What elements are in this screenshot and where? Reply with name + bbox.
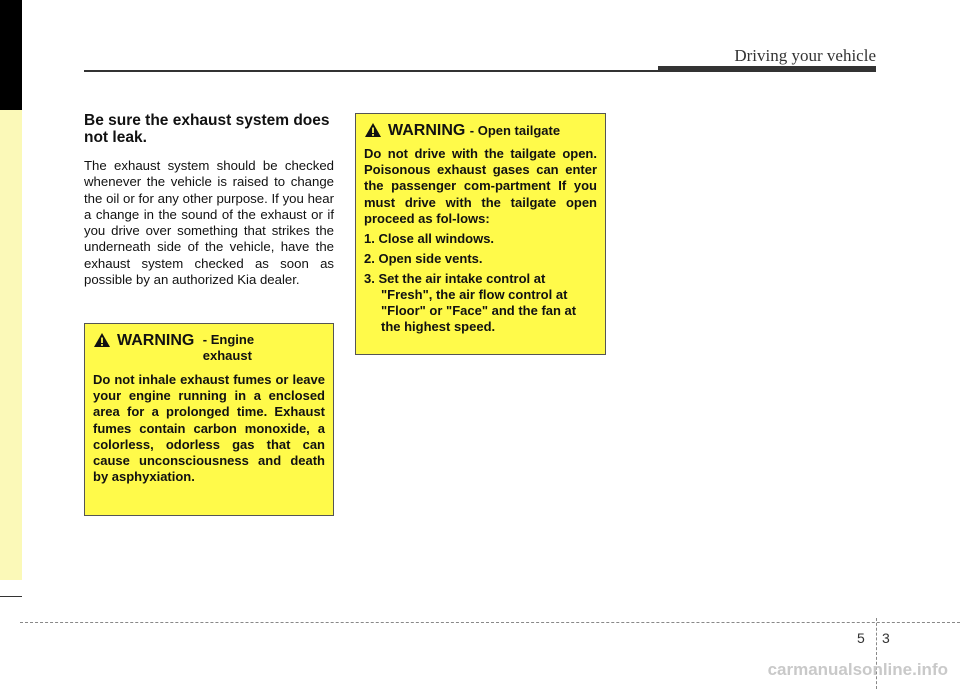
warning-text: Do not drive with the tailgate open. Poisonous exhaust gases can enter the passenger com-partment If you must drive with the tailgate open proceed as fol-lows: xyxy=(364,146,597,226)
chapter-number: 5 xyxy=(857,630,865,646)
warning-step: 3. Set the air intake control at "Fresh", the air flow control at "Floor" or "Face" and the fan at the highest speed. xyxy=(364,271,577,335)
warning-subtitle: - Open tailgate xyxy=(469,123,561,138)
warning-header xyxy=(93,332,325,364)
warning-engine-exhaust xyxy=(84,323,334,516)
warning-step: 1. Close all windows. xyxy=(364,231,495,247)
section-body: The exhaust system should be checked whenever the vehicle is raised to change the oil or for any other purpose. If you hear a change in the sound of the exhaust or if you drive over something that strikes the underneath side of the vehicle, have the exhaust system checked as soon as possible by an authorized Kia dealer. xyxy=(84,158,334,288)
warning-subtitle: - Engine exhaust xyxy=(202,332,255,363)
page-number: 3 xyxy=(882,630,890,646)
exhaust-section xyxy=(84,112,334,288)
warning-label: WARNING xyxy=(117,332,195,349)
warning-header xyxy=(364,122,597,140)
chapter-tab xyxy=(0,0,22,110)
warning-steps xyxy=(364,231,597,335)
side-tick xyxy=(0,596,22,597)
footer-rule xyxy=(20,622,960,623)
header-rule-accent xyxy=(658,66,876,72)
section-title: Driving your vehicle xyxy=(734,46,876,65)
warning-text: Do not inhale exhaust fumes or leave your engine running in a enclosed area for a prolonged time. Exhaust fumes contain carbon monoxide, a colorless, odorless gas that can cause unconsciousness and death by asphyxiation. xyxy=(93,372,325,485)
warning-label: WARNING xyxy=(388,122,466,139)
section-heading: Be sure the exhaust system does not leak. xyxy=(84,112,330,146)
warning-step: 2. Open side vents. xyxy=(364,251,483,267)
watermark: carmanualsonline.info xyxy=(767,660,948,679)
warning-open-tailgate xyxy=(355,113,606,355)
warning-triangle-icon xyxy=(93,332,111,348)
warning-triangle-icon xyxy=(364,122,382,138)
